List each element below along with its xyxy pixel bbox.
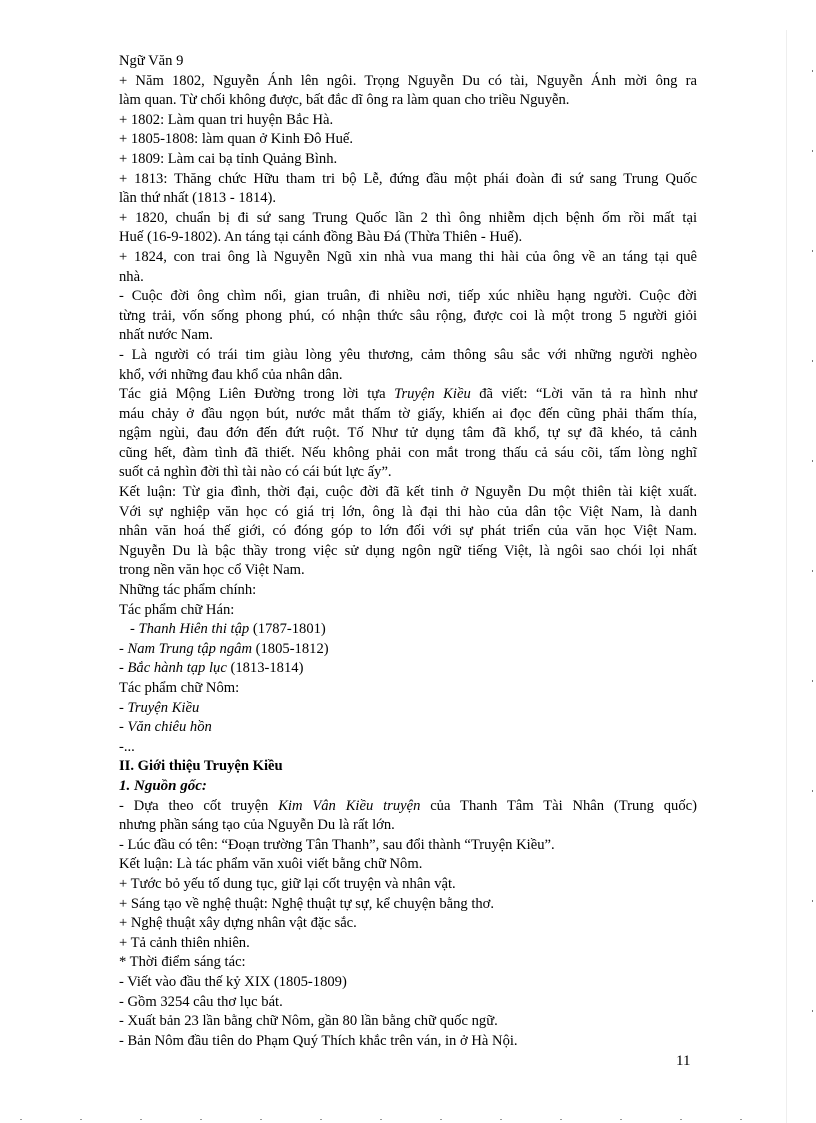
origin-suffix: của Thanh Tâm Tài Nhân (Trung quốc) <box>420 797 697 814</box>
text-line: nhân văn hoá thế giới, có đóng góp to lớn đối với sự phát triển của văn học Việt Nam. <box>119 523 697 540</box>
text-line: - Gồm 3254 câu thơ lục bát. <box>119 993 283 1010</box>
work-title: Bắc hành tạp lục <box>127 660 227 677</box>
work-years: (1787-1801) <box>249 621 326 638</box>
text-line: Nguyễn Du là bậc thầy trong việc sử dụng ngôn ngữ tiếng Việt, là ngôi sao chói lọi nhất <box>119 542 697 559</box>
text-line: Kết luận: Là tác phẩm văn xuôi viết bằng chữ Nôm. <box>119 856 423 873</box>
text-line: + Sáng tạo về nghệ thuật: Nghệ thuật tự sự, kể chuyện bằng thơ. <box>119 895 495 912</box>
work-item <box>119 718 697 738</box>
quote-line: cũng hết, đàm tình đã thiết. Nếu không phải con mắt trong thấu cả sáu cõi, tấm lòng nghĩ <box>119 444 697 461</box>
quote-line: suốt cả nghìn đời thì tài nào có cái bút lực ấy”. <box>119 464 392 481</box>
work-dash: - <box>119 640 128 657</box>
page-number: 11 <box>676 1053 691 1069</box>
text-line: Kết luận: Từ gia đình, thời đại, cuộc đời đã kết tinh ở Nguyễn Du một thiên tài kiệt xuất. <box>119 484 697 501</box>
text-line: + 1820, chuẩn bị đi sứ sang Trung Quốc lần 2 thì ông nhiễm dịch bệnh ốm rồi mất tại <box>119 209 697 226</box>
text-line: Tác phẩm chữ Hán: <box>119 601 235 618</box>
text-line: + Tước bỏ yếu tố dung tục, giữ lại cốt truyện và nhân vật. <box>119 875 456 892</box>
ellipsis-line: -... <box>119 738 135 755</box>
work-dash: - <box>119 660 128 677</box>
text-line: + 1813: Thăng chức Hữu tham tri bộ Lễ, đứng đầu một phái đoàn đi sứ sang Trung Quốc <box>119 170 697 187</box>
text-line: trong nền văn học cổ Việt Nam. <box>119 562 305 579</box>
text-line: + 1805-1808: làm quan ở Kinh Đô Huế. <box>119 131 354 148</box>
work-title: Nam Trung tập ngâm <box>127 640 252 657</box>
section-title: II. Giới thiệu Truyện Kiều <box>119 758 283 775</box>
text-line: Huế (16-9-1802). An táng tại cánh đồng Bàu Đá (Thừa Thiên - Huế). <box>119 229 523 246</box>
text-line: - Bản Nôm đầu tiên do Phạm Quý Thích khắc trên ván, in ở Hà Nội. <box>119 1032 518 1049</box>
work-dash: - <box>119 719 128 736</box>
text-line: Tác phẩm chữ Nôm: <box>119 680 240 696</box>
work-years: (1805-1812) <box>252 640 329 657</box>
work-title: Thanh Hiên thi tập <box>138 621 250 638</box>
text-line: nhất nước Nam. <box>119 327 213 344</box>
quote-line <box>119 385 697 405</box>
quote-line: máu chảy ở đầu ngọn bút, nước mắt thấm tờ giấy, khiến ai đọc đến cũng phải thấm thía, <box>119 405 697 422</box>
work-dash: - <box>119 699 128 716</box>
text-line: - Cuộc đời ông chìm nổi, gian truân, đi nhiều nơi, tiếp xúc nhiều hạng người. Cuộc đời <box>119 288 697 305</box>
text-line: + 1809: Làm cai bạ tỉnh Quảng Bình. <box>119 150 338 167</box>
text-line: + Nghệ thuật xây dựng nhân vật đặc sắc. <box>119 915 357 932</box>
origin-line: nhưng phần sáng tạo của Nguyễn Du là rất lớn. <box>119 817 395 834</box>
text-line: Với sự nghiệp văn học có giá trị lớn, ông là đại thi hào của dân tộc Việt Nam, là danh <box>119 503 697 520</box>
text-line: + 1824, con trai ông là Nguyễn Ngũ xin nhà vua mang thi hài của ông về an táng tại quê <box>119 248 697 265</box>
page-header: Ngữ Văn 9 <box>119 53 184 69</box>
text-line: + 1802: Làm quan tri huyện Bắc Hà. <box>119 111 334 128</box>
text-line: + Năm 1802, Nguyễn Ánh lên ngôi. Trọng Nguyễn Du có tài, Nguyễn Ánh mời ông ra <box>119 72 697 89</box>
work-item <box>119 640 697 660</box>
quote-suffix: đã viết: “Lời văn tả ra hình như <box>470 386 698 403</box>
work-item <box>119 620 697 640</box>
subsection-title: 1. Nguồn gốc: <box>119 777 207 794</box>
work-item <box>119 699 697 719</box>
quote-line: ngậm ngùi, đau đớn đến đứt ruột. Tố Như tử dụng tâm đã khổ, tự sự đã khéo, tả cảnh <box>119 425 697 442</box>
document-page <box>119 52 697 1051</box>
text-line: nhà. <box>119 268 144 285</box>
origin-prefix: - Dựa theo cốt truyện <box>119 797 279 814</box>
text-line: khổ, với những đau khổ của nhân dân. <box>119 366 343 383</box>
work-years: (1813-1814) <box>226 660 304 677</box>
text-line: từng trải, vốn sống phong phú, có nhận thức sâu rộng, được coi là một trong 5 người giỏi <box>119 307 697 324</box>
text-line: - Là người có trái tim giàu lòng yêu thương, cảm thông sâu sắc với những người nghèo <box>119 346 697 363</box>
quote-work-title: Truyện Kiều <box>394 386 471 403</box>
text-line: Những tác phẩm chính: <box>119 582 257 599</box>
work-title: Văn chiêu hồn <box>127 719 212 736</box>
work-title: Truyện Kiều <box>127 699 200 716</box>
text-line: lần thứ nhất (1813 - 1814). <box>119 190 277 207</box>
text-line: - Xuất bản 23 lần bằng chữ Nôm, gần 80 lần bằng chữ quốc ngữ. <box>119 1013 498 1030</box>
page-bottom-edge <box>0 1113 816 1123</box>
origin-work-title: Kim Vân Kiều truyện <box>278 797 421 814</box>
work-item <box>119 659 697 679</box>
text-line: + Tả cảnh thiên nhiên. <box>119 934 250 951</box>
text-line: - Viết vào đầu thế kỷ XIX (1805-1809) <box>119 973 347 990</box>
work-dash: - <box>130 621 139 638</box>
quote-prefix: Tác giả Mộng Liên Đường trong lời tựa <box>119 386 395 403</box>
text-line: * Thời điểm sáng tác: <box>119 954 246 971</box>
text-line: làm quan. Từ chối không được, bất đắc dĩ ông ra làm quan cho triều Nguyễn. <box>119 92 570 109</box>
page-edge-dots <box>776 30 816 1123</box>
origin-line <box>119 797 697 817</box>
text-line: - Lúc đầu có tên: “Đoạn trường Tân Thanh”, sau đổi thành “Truyện Kiều”. <box>119 836 555 853</box>
